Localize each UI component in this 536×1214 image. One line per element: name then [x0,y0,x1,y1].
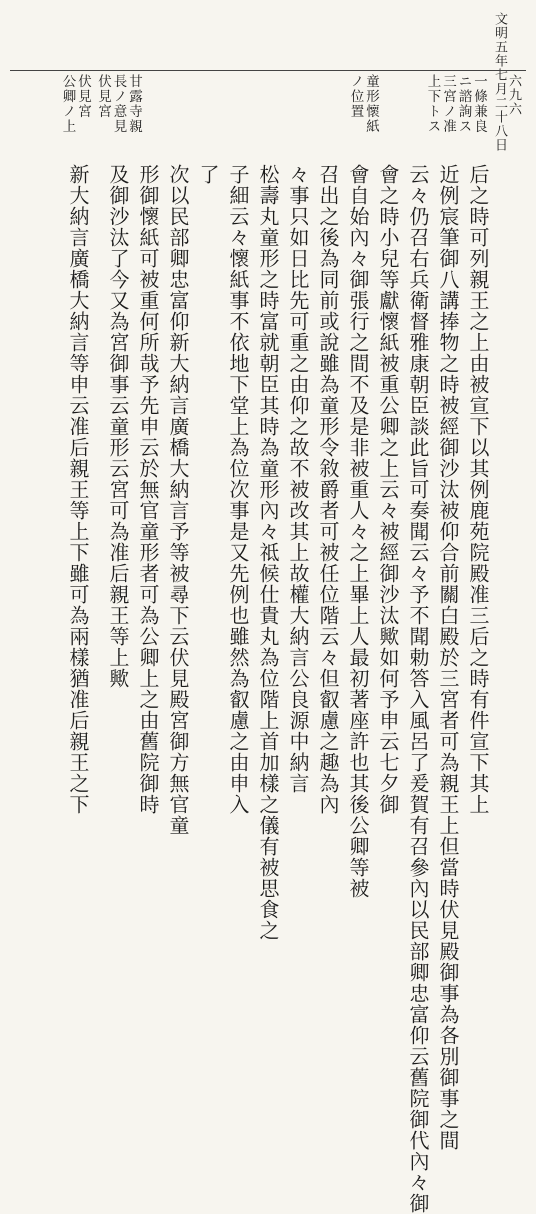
headnote-kanetaka-consulted [424,74,486,134]
body-column: 新大納言廣橋大納言等申云准后親王等上下雖可為兩樣猶准后親王之下 [66,164,90,815]
body-column: 々事只如日比先可重之由仰之故不被改其上故權大納言公良源中納言 [286,164,310,794]
body-column: 了 [196,164,220,185]
headnote-fushimi-no-miya [59,74,90,134]
headnote-line: 童形懷紙 [363,74,379,134]
body-column: 松壽丸童形之時富就朝臣其時為童形內々祗候仕貴丸為位階上首加樣之儀有被思食之 [256,164,280,941]
headnote-line: 伏見宮 [75,74,91,119]
headnote-line: 上下トス [424,74,441,134]
headnote-kanroji-opinion [94,74,141,134]
headnote-line: 三宮ノ准 [439,74,456,134]
headnote-line: 伏見宮 [94,74,111,119]
headnote-line: ニ諮詢ス [455,74,472,134]
body-column: 召出之後為同前或說雖為童形令敘爵者可被任位階云々但叡慮之趣為內 [316,164,340,815]
headnote-line: 公卿ノ上 [59,74,76,134]
body-column: 形御懷紙可被重何所哉予先申云於無官童形者可為公卿上之由舊院御時 [136,164,160,815]
headnote-line: 長ノ意見 [110,74,127,134]
headnote-line: ノ位置 [347,74,364,119]
page-number: 六九六 [506,74,521,116]
body-column: 會之時小兒等獻懷紙被重公卿之上云々被經御沙汰歟如何予申云七夕御 [376,164,400,815]
body-column: 次以民部卿忠富仰新大納言廣橋大納言予等被尋下云伏見殿宮御方無官童 [166,164,190,836]
body-column: 后之時可列親王之上由被宣下以其例鹿苑院殿准三后之時有件宣下其上 [466,164,490,815]
body-column: 云々仍召右兵衛督雅康朝臣談此旨可奏聞云々予不聞勅答入風呂了爰賀有召參內以民部卿忠富仰云舊院御代內々御 [406,164,430,1214]
header-rule [10,70,526,71]
body-column: 及御沙汰了今又為宮御事云童形云宮可為准后親王等上歟 [106,164,130,689]
body-column: 會自始內々御張行之間不及是非被重人々之上畢上人最初著座許也其後公卿等被 [346,164,370,899]
running-head-date: 文明五年七月二十八日 [492,12,507,152]
body-column: 近例宸筆御八講捧物之時被經御沙汰被仰合前關白殿於三宮者可為親王上但當時伏見殿御事為各別御事之間 [436,164,460,1151]
headnote-line: 一條兼良 [471,74,487,134]
headnote-doukei-kaishi [347,74,378,134]
body-column: 子細云々懷紙事不依地下堂上為位次事是又先例也雖然為叡慮之由申入 [226,164,250,815]
headnote-line: 甘露寺親 [126,74,142,134]
